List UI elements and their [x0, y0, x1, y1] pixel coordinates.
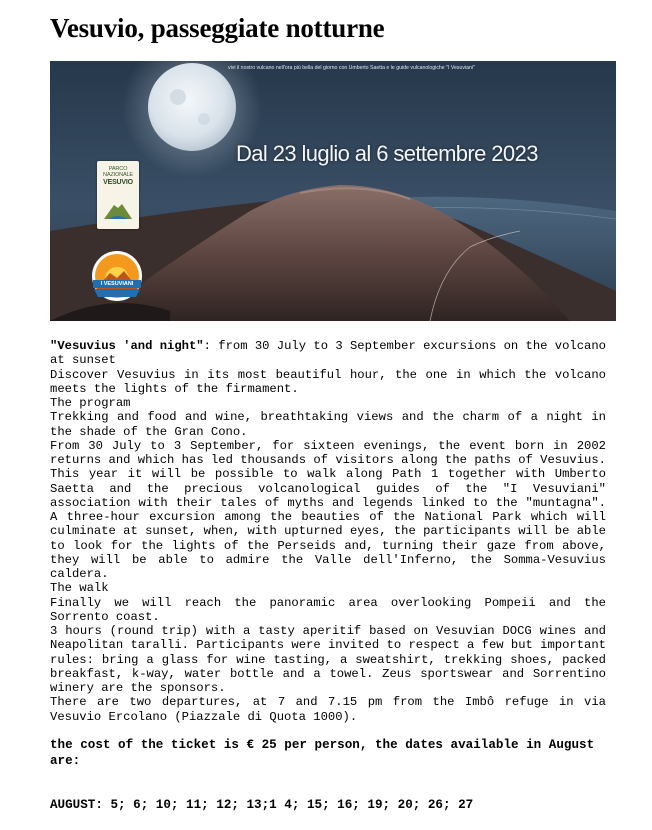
body-paragraph: Finally we will reach the panoramic area overlooking Pompeii and the Sorrento coast. [50, 595, 606, 624]
hero-banner-image [50, 61, 616, 321]
article-body [50, 339, 606, 724]
park-logo-line: NAZIONALE [103, 172, 133, 179]
i-vesuviani-label: I VESUVIANI [93, 280, 141, 288]
lead-rest: : from 30 July to 3 September excursions on the volcano at sunset [50, 339, 606, 368]
body-paragraph: Discover Vesuvius in its most beautiful hour, the one in which the volcano meets the lights of the firmament. [50, 367, 606, 396]
park-logo-line: PARCO [108, 166, 128, 172]
body-paragraph: There are two departures, at 7 and 7.15 pm from the Imbô refuge in via Vesuvio Ercolano (Piazzale di Quota 1000). [50, 695, 606, 724]
ticket-cost-text: the cost of the ticket is € 25 per person, the dates available in August are: [50, 737, 595, 768]
volcano-icon [104, 199, 132, 219]
body-paragraph: 3 hours (round trip) with a tasty aperitif based on Vesuvian DOCG wines and Neapolitan taralli. Participants were invited to respect a few but important rules: bring a glass for wine tasting, a sweatshirt, trekking shoes, packed breakfast, k-way, water bottle and a towel. Zeus sportswear and Sorrentino winery are the sponsors. [50, 624, 606, 695]
lead-paragraph [50, 339, 606, 368]
national-park-logo [97, 161, 139, 229]
body-paragraph: Trekking and food and wine, breathtaking views and the charm of a night in the shade of the Gran Cono. [50, 410, 606, 439]
article-page [50, 0, 606, 825]
moon-shape [148, 63, 236, 151]
park-logo-line: VESUVIO [103, 178, 133, 186]
august-dates-text: AUGUST: 5; 6; 10; 11; 12; 13;1 4; 15; 16; 19; 20; 26; 27 [50, 797, 474, 812]
body-paragraph: From 30 July to 3 September, for sixteen evenings, the event born in 2002 returns and which has led thousands of visitors along the paths of Vesuvius. This year it will be possible to walk along Path 1 together with Umberto Saetta and the precious volcanological guides of the "I Vesuviani" association with their tales of myths and legends linked to the "muntagna". A three-hour excursion among the beauties of the National Park which will culminate at sunset, when, with upturned eyes, the participants will be able to look for the lights of the Perseids and, turning their gaze from above, they will be able to admire the Valle dell'Inferno, the Somma-Vesuvius caldera. [50, 438, 606, 581]
section-heading-program: The program [50, 396, 131, 410]
page-title: Vesuvio, passeggiate notturne [50, 13, 385, 43]
hero-tagline: vivi il nostro vulcano nell'ora più bella del giorno con Umberto Saetta e le guide vulcanologiche "I Vesuviani" [228, 65, 475, 71]
i-vesuviani-logo [90, 249, 144, 303]
hero-dates-text: Dal 23 luglio al 6 settembre 2023 [236, 141, 538, 166]
section-heading-walk: The walk [50, 581, 109, 596]
lead-bold: "Vesuvius 'and night" [50, 339, 204, 353]
sunset-volcano-icon [90, 249, 144, 303]
